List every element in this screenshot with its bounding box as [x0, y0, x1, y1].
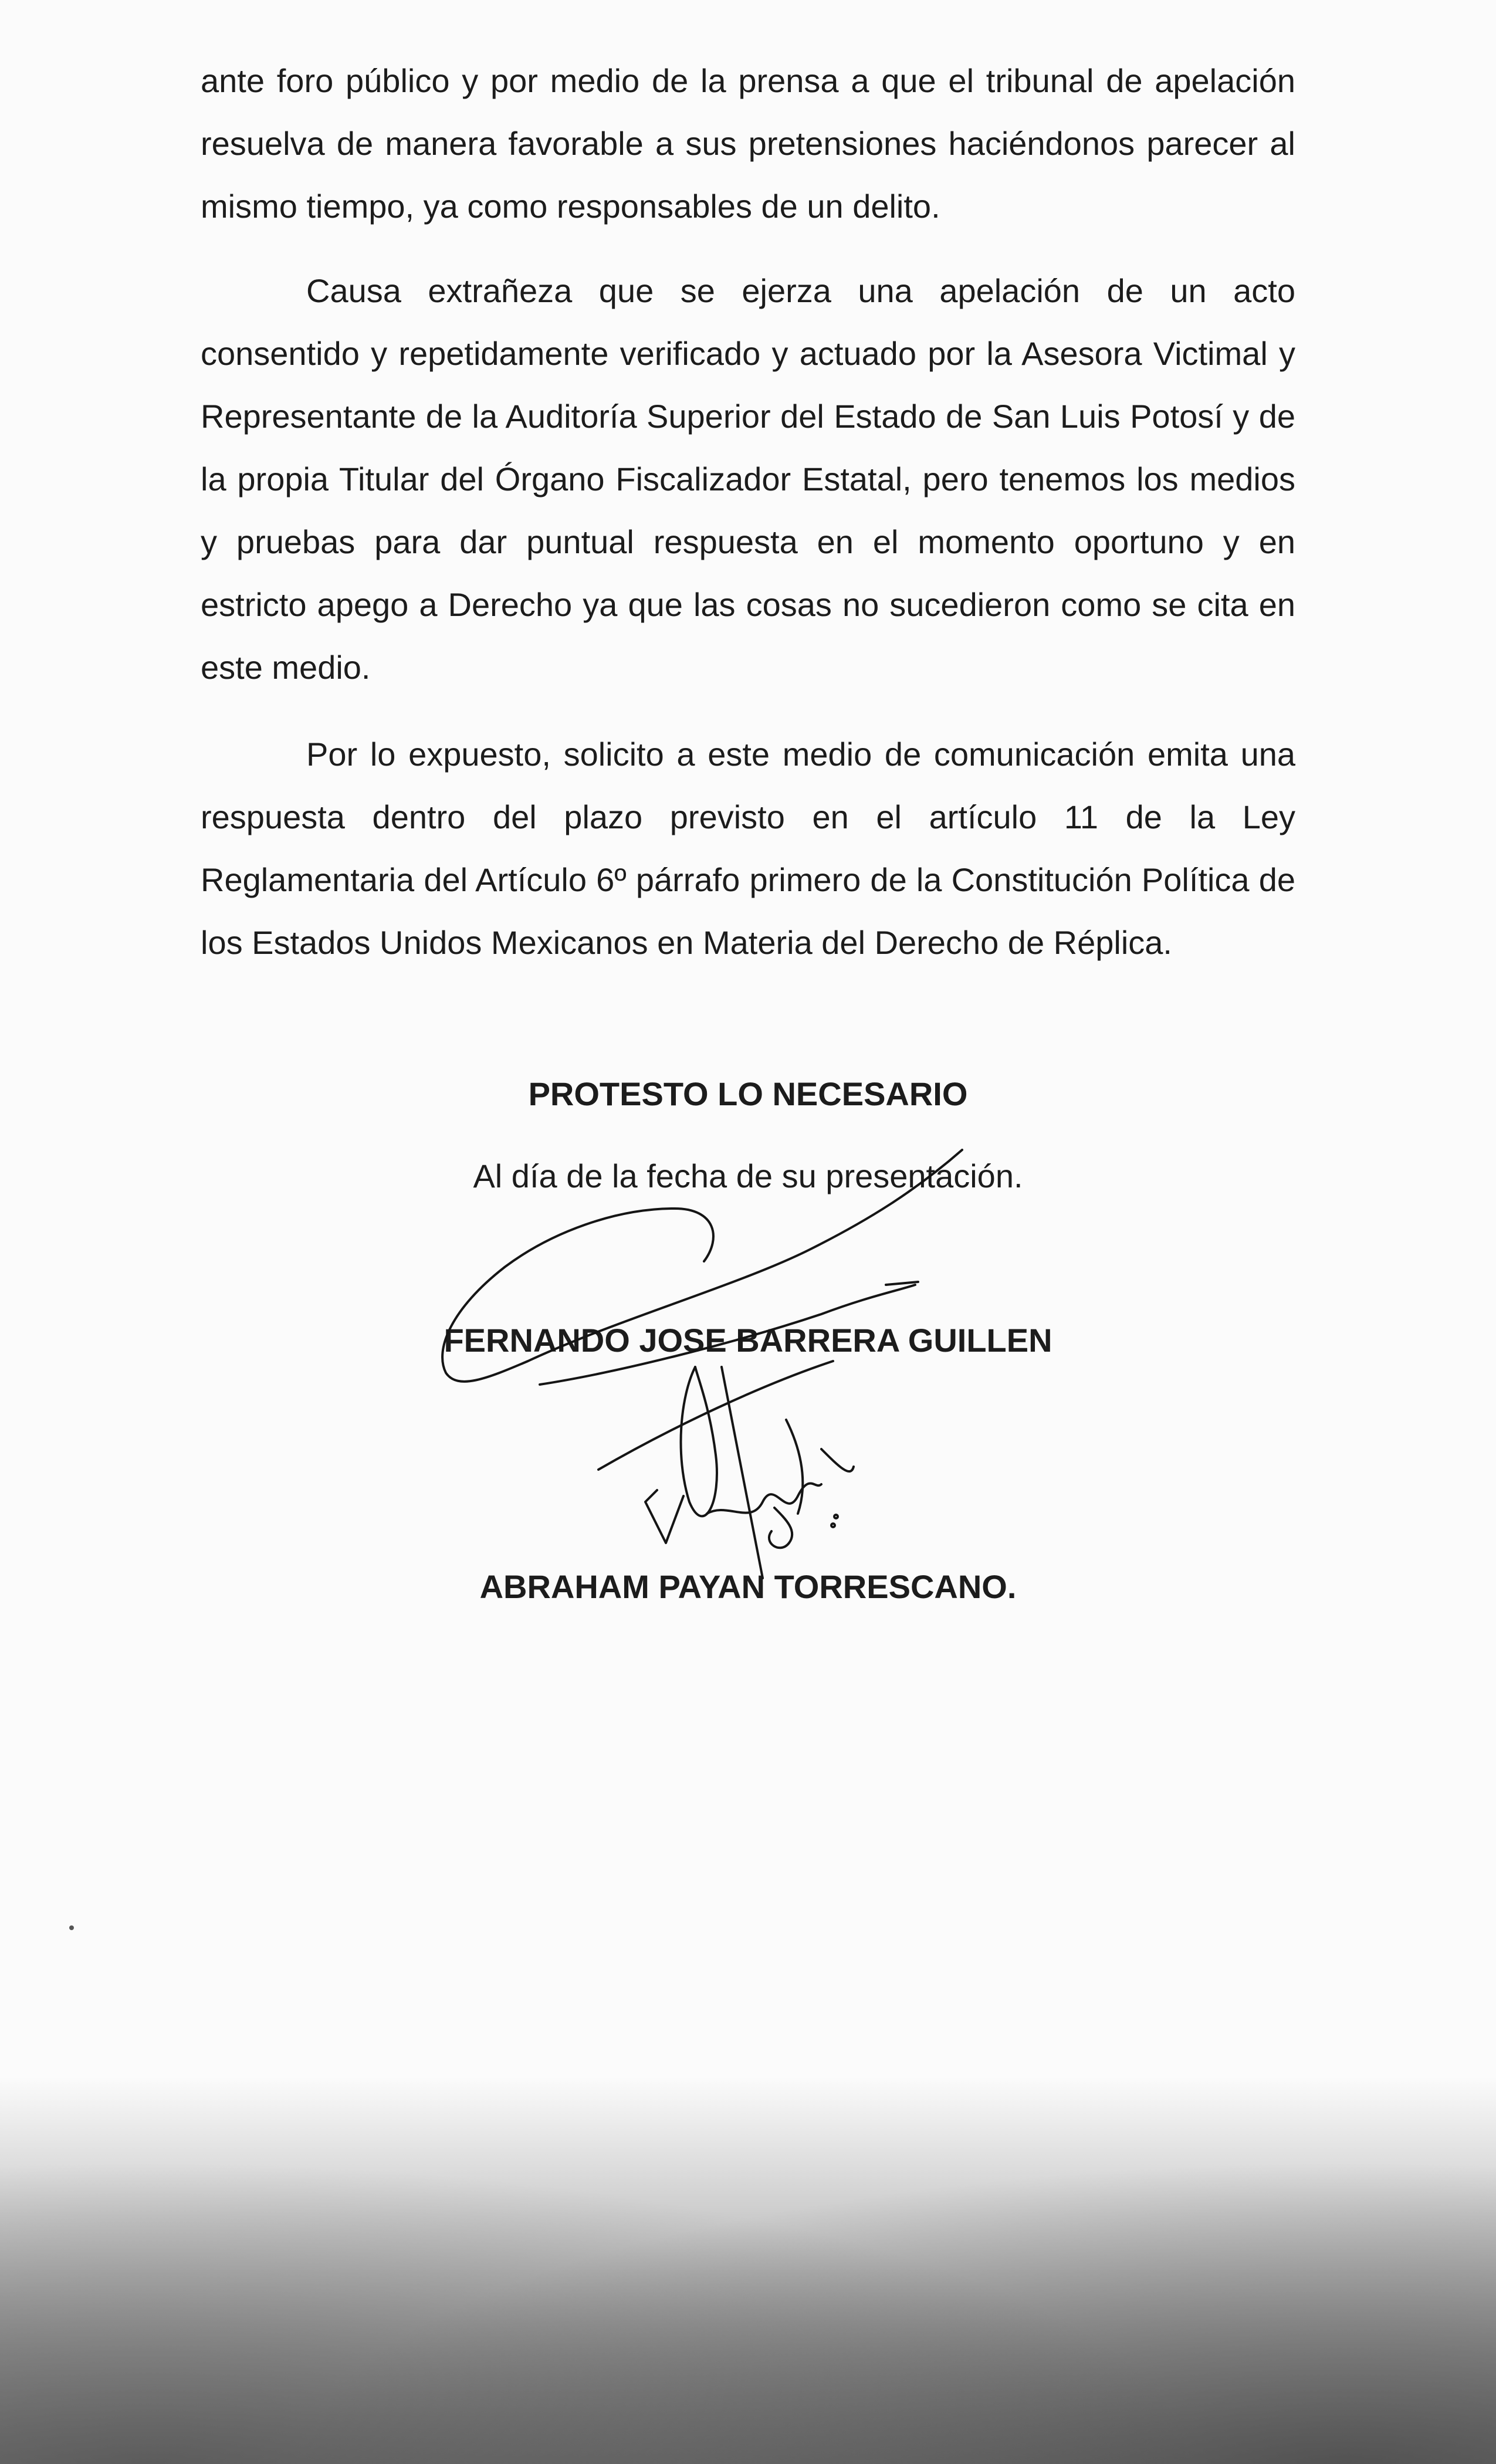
paragraph-3: Por lo expuesto, solicito a este medio de comunicación emita una respuesta dentro del plazo previsto en el artículo 11 de la Ley Reglamentaria del Artículo 6º párrafo primero de la Constitución Política de los Estados Unidos Mexicanos en Materia del Derecho de Réplica.: [201, 736, 1295, 961]
closing-date-line: Al día de la fecha de su presentación.: [473, 1157, 1023, 1194]
signatory-name-1: FERNANDO JOSE BARRERA GUILLEN: [444, 1322, 1052, 1359]
signatory-name-2: ABRAHAM PAYAN TORRESCANO.: [479, 1568, 1017, 1605]
signature-2: [598, 1361, 854, 1578]
closing-protesto: PROTESTO LO NECESARIO: [528, 1075, 968, 1112]
paragraph-2: Causa extrañeza que se ejerza una apelación de un acto consentido y repetidamente verificado y actuado por la Asesora Victimal y Representante de la Auditoría Superior del Estado de San Luis Potosí y de la propia Titular del Órgano Fiscalizador Estatal, pero tenemos los medios y pruebas para dar puntual respuesta en el momento oportuno y en estricto apego a Derecho ya que las cosas no sucedieron como se cita en este medio.: [201, 272, 1295, 686]
scan-shadow: [0, 2077, 1496, 2464]
paragraph-1: ante foro público y por medio de la prensa a que el tribunal de apelación resuelva de manera favorable a sus pretensiones haciéndonos parecer al mismo tiempo, ya como responsables de un delito.: [201, 62, 1295, 225]
scan-speck: [69, 1925, 74, 1930]
